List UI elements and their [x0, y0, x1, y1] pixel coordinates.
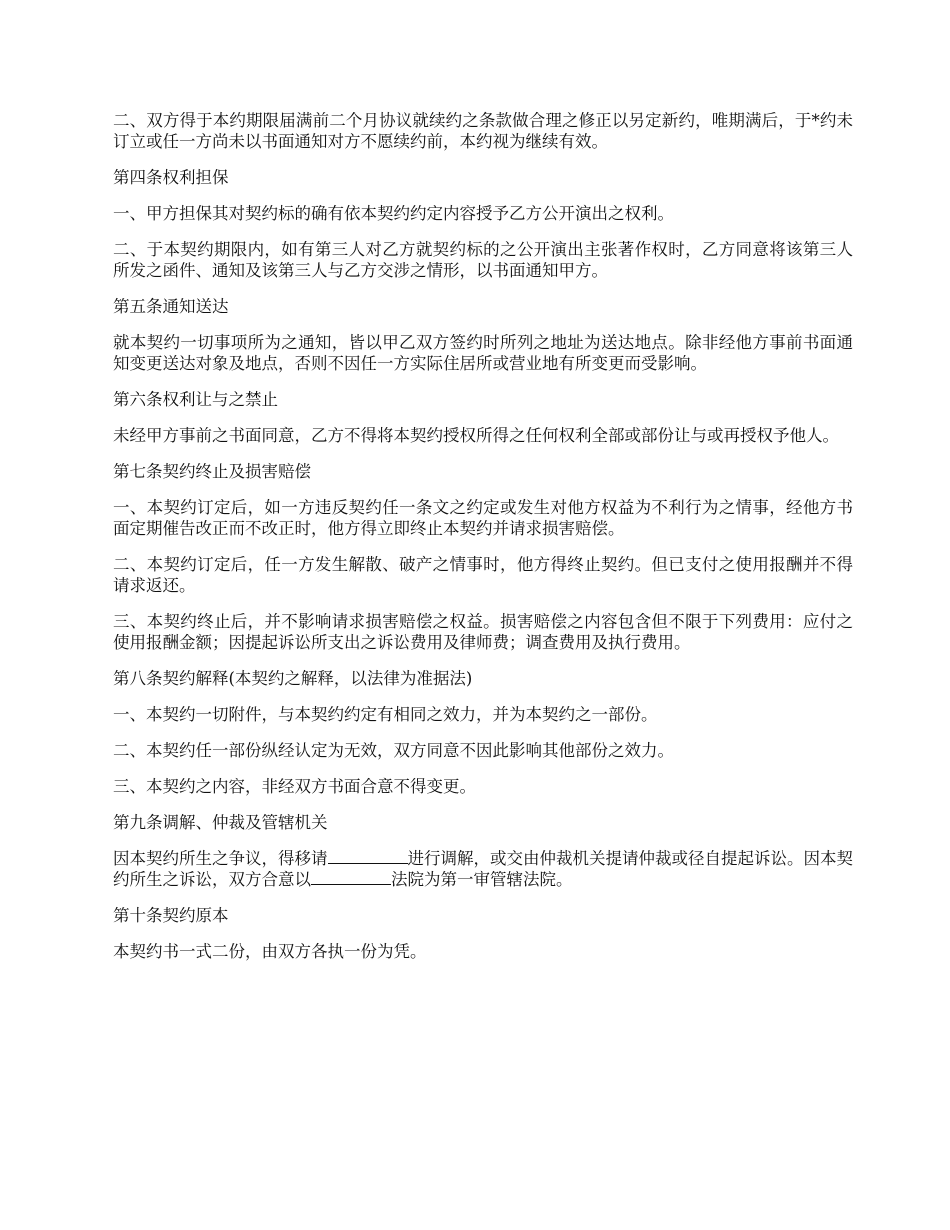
clause-6-heading: 第六条权利让与之禁止 — [113, 390, 278, 409]
clause-8-paragraph-2: 二、本契约任一部份纵经认定为无效，双方同意不因此影响其他部份之效力。 — [113, 741, 674, 760]
clause-8-paragraph-1: 一、本契约一切附件，与本契约约定有相同之效力，并为本契约之一部份。 — [113, 705, 658, 724]
clause-7-paragraph-2: 二、本契约订定后，任一方发生解散、破产之情事时，他方得终止契约。但已支付之使用报酬并不得请求返还。 — [113, 555, 853, 595]
clause-6-paragraph-1: 未经甲方事前之书面同意，乙方不得将本契约授权所得之任何权利全部或部份让与或再授权予他人。 — [113, 426, 839, 445]
clause-10-heading: 第十条契约原本 — [113, 906, 229, 925]
clause-5-paragraph-1: 就本契约一切事项所为之通知，皆以甲乙双方签约时所列之地址为送达地点。除非经他方事前书面通知变更送达对象及地点，否则不因任一方实际住居所或营业地有所变更而受影响。 — [113, 333, 853, 373]
clause-9-heading: 第九条调解、仲裁及管辖机关 — [113, 813, 328, 832]
clause-10-paragraph-1: 本契约书一式二份，由双方各执一份为凭。 — [113, 942, 427, 961]
clause-9-paragraph-1 — [113, 848, 853, 890]
clause-8-heading: 第八条契约解释(本契约之解释，以法律为准据法) — [113, 669, 473, 688]
clause-4-paragraph-2: 二、于本契约期限内，如有第三人对乙方就契约标的之公开演出主张著作权时，乙方同意将该第三人所发之函件、通知及该第三人与乙方交涉之情形，以书面通知甲方。 — [113, 240, 853, 280]
clause-4-paragraph-1: 一、甲方担保其对契约标的确有依本契约约定内容授予乙方公开演出之权利。 — [113, 204, 674, 223]
clause-4-heading: 第四条权利担保 — [113, 168, 229, 187]
clause-7-paragraph-1: 一、本契约订定后，如一方违反契约任一条文之约定或发生对他方权益为不利行为之情事，经他方书面定期催告改正而不改正时，他方得立即终止本契约并请求损害赔偿。 — [113, 498, 853, 538]
clause-7-heading: 第七条契约终止及损害赔偿 — [113, 462, 311, 481]
clause-7-paragraph-3: 三、本契约终止后，并不影响请求损害赔偿之权益。损害赔偿之内容包含但不限于下列费用：应付之使用报酬金额；因提起诉讼所支出之诉讼费用及律师费；调查费用及执行费用。 — [113, 612, 853, 652]
clause-9-text-c: 法院为第一审管辖法院。 — [391, 870, 573, 889]
mediator-blank — [328, 848, 408, 864]
clause-9-text-a: 因本契约所生之争议，得移请 — [113, 849, 328, 868]
court-blank — [311, 869, 391, 885]
document-body — [113, 110, 853, 977]
clause-8-paragraph-3: 三、本契约之内容，非经双方书面合意不得变更。 — [113, 777, 476, 796]
clause-5-heading: 第五条通知送达 — [113, 297, 229, 316]
clause-9-text-b: 进行调解，或交由仲裁机关提请仲裁或径自提起诉讼。因本契约所生之诉讼，双方合意以 — [113, 849, 853, 889]
clause-3-paragraph-2: 二、双方得于本约期限届满前二个月协议就续约之条款做合理之修正以另定新约，唯期满后，于*约未订立或任一方尚未以书面通知对方不愿续约前，本约视为继续有效。 — [113, 111, 853, 151]
